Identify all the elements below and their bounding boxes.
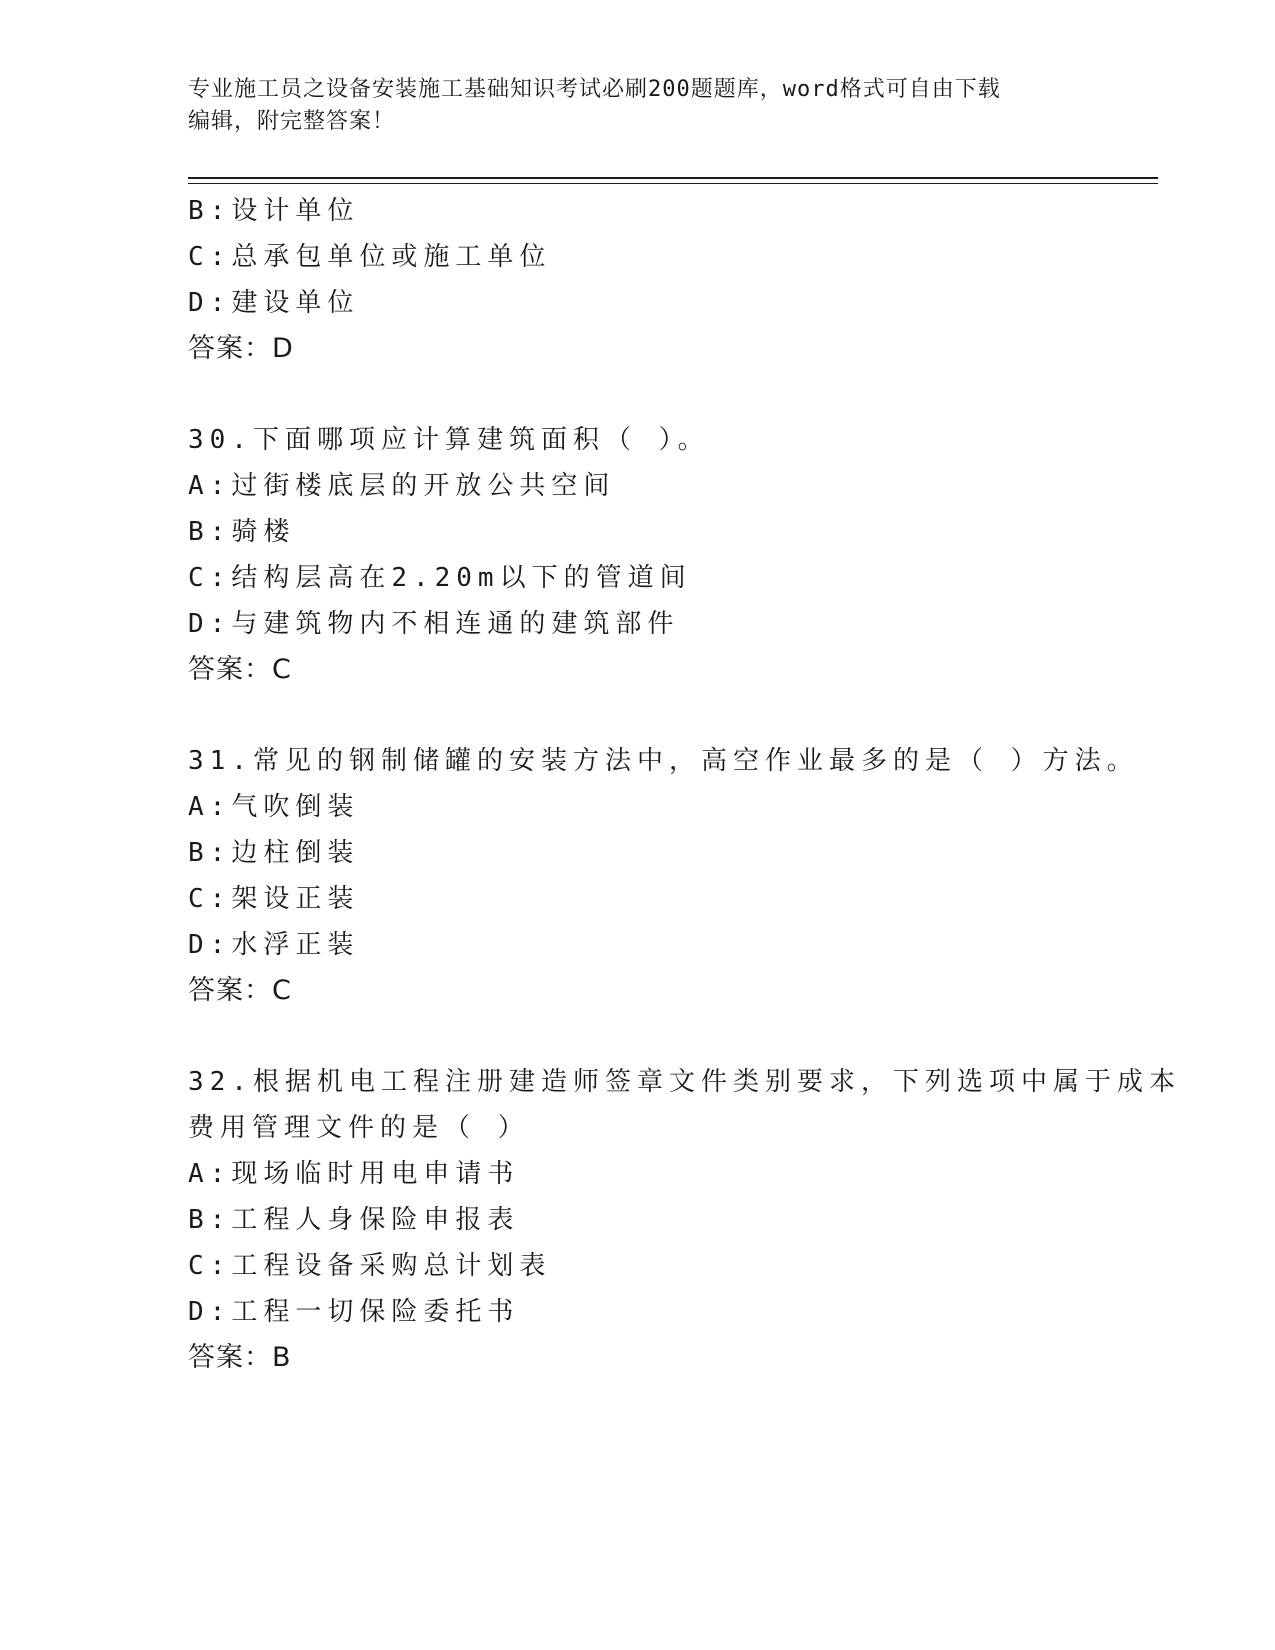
option-label: A: <box>188 1159 232 1189</box>
question-stem-line-2: 费用管理文件的是（ ） <box>188 1113 530 1143</box>
option-label: A: <box>188 471 232 501</box>
question-30 <box>188 417 1108 693</box>
option-label: A: <box>188 792 232 822</box>
option-a <box>188 1151 1108 1197</box>
option-d <box>188 601 1108 647</box>
header-divider-thin <box>188 183 1158 184</box>
option-text: 设计单位 <box>231 196 360 226</box>
option-text: 建设单位 <box>231 288 360 318</box>
option-d <box>188 922 1108 968</box>
option-text: 现场临时用电申请书 <box>231 1159 520 1189</box>
option-text: 工程人身保险申报表 <box>231 1205 520 1235</box>
option-c <box>188 555 1108 601</box>
option-label: D: <box>188 930 232 960</box>
option-text: 与建筑物内不相连通的建筑部件 <box>231 609 680 639</box>
option-d <box>188 1289 1108 1335</box>
header-line-1: 专业施工员之设备安装施工基础知识考试必刷200题题库，word格式可自由下载 <box>188 77 1001 102</box>
option-text: 工程一切保险委托书 <box>231 1297 520 1327</box>
question-32 <box>188 1059 1181 1381</box>
header-line-2: 编辑，附完整答案！ <box>188 109 396 134</box>
option-label: B: <box>188 838 232 868</box>
document-header <box>188 74 1068 138</box>
option-text: 气吹倒装 <box>231 792 360 822</box>
option-label: C: <box>188 563 232 593</box>
option-label: C: <box>188 1251 232 1281</box>
question-31 <box>188 738 1139 1014</box>
option-label: C: <box>188 884 232 914</box>
option-b <box>188 509 1108 555</box>
option-label: D: <box>188 1297 232 1327</box>
option-label: D: <box>188 288 232 318</box>
option-text: 骑楼 <box>231 517 296 547</box>
option-a <box>188 784 1108 830</box>
answer-line: 答案：D <box>188 333 294 364</box>
question-stem: 31.常见的钢制储罐的安装方法中，高空作业最多的是（ ）方法。 <box>188 746 1139 776</box>
option-b <box>188 1197 1108 1243</box>
option-text: 总承包单位或施工单位 <box>231 242 552 272</box>
option-a <box>188 463 1108 509</box>
option-text: 过街楼底层的开放公共空间 <box>231 471 616 501</box>
option-label: B: <box>188 517 232 547</box>
question-stem-line-1: 32.根据机电工程注册建造师签章文件类别要求，下列选项中属于成本 <box>188 1067 1181 1097</box>
option-b <box>188 830 1108 876</box>
option-label: D: <box>188 609 232 639</box>
option-text: 水浮正装 <box>231 930 360 960</box>
option-text: 结构层高在2.20m以下的管道间 <box>231 563 692 593</box>
question-content <box>188 188 1181 1381</box>
answer-line: 答案：C <box>188 654 292 685</box>
option-b <box>188 188 1108 234</box>
option-d <box>188 280 1108 326</box>
option-text: 边柱倒装 <box>231 838 360 868</box>
question-stem: 30.下面哪项应计算建筑面积（ ）。 <box>188 425 710 455</box>
answer-line: 答案：B <box>188 1342 292 1373</box>
option-text: 工程设备采购总计划表 <box>231 1251 552 1281</box>
option-label: B: <box>188 196 232 226</box>
option-c <box>188 234 1108 280</box>
prev-question <box>188 188 1108 372</box>
answer-line: 答案：C <box>188 975 292 1006</box>
option-c <box>188 876 1108 922</box>
option-label: B: <box>188 1205 232 1235</box>
option-label: C: <box>188 242 232 272</box>
header-divider-thick <box>188 177 1158 179</box>
option-text: 架设正装 <box>231 884 360 914</box>
option-c <box>188 1243 1108 1289</box>
